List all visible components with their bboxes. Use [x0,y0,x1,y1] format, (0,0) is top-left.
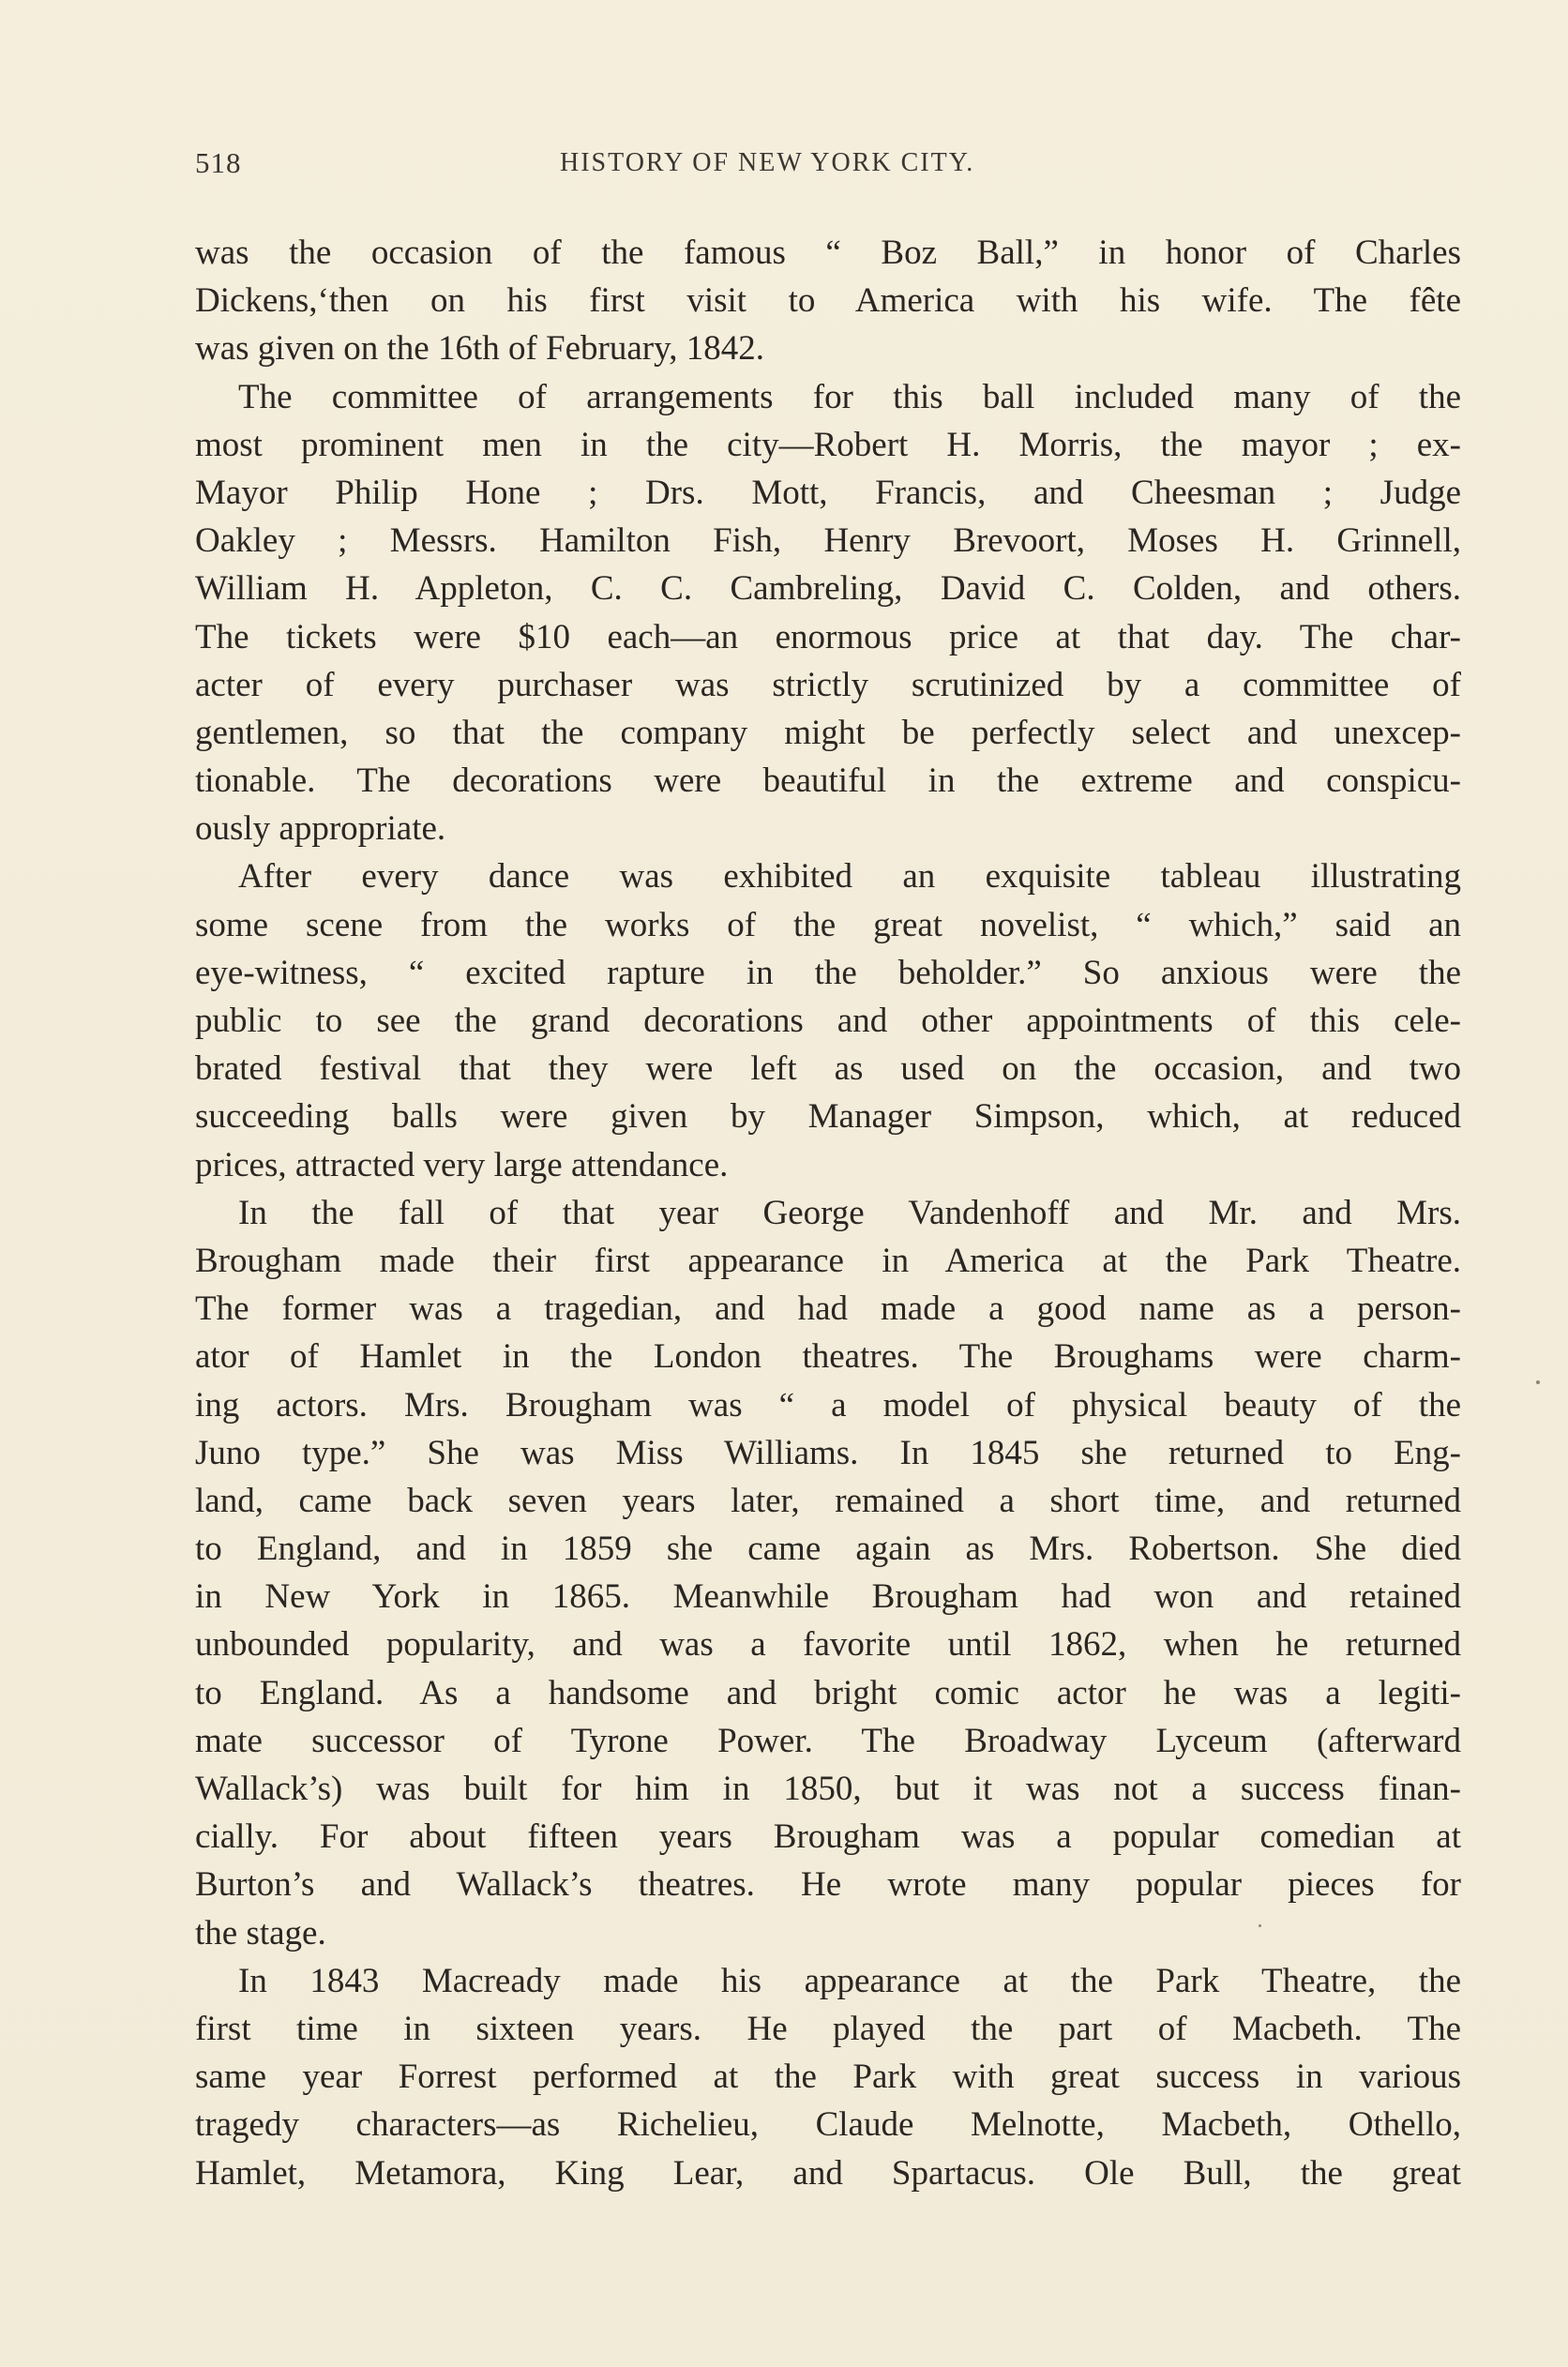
text-line: The committee of arrangements for this ball included many of the [238,377,1461,416]
text-line: land, came back seven years later, remained a short time, and returned [195,1481,1461,1520]
text-line: some scene from the works of the great novelist, “ which,” said an [195,905,1461,944]
text-line: Oakley ; Messrs. Hamilton Fish, Henry Brevoort, Moses H. Grinnell, [195,521,1461,561]
running-head: HISTORY OF NEW YORK CITY. [560,148,975,177]
text-line: Wallack’s) was built for him in 1850, but it was not a success finan- [195,1770,1461,1808]
text-line: to England, and in 1859 she came again as Mrs. Robertson. She died [195,1530,1461,1569]
text-line: The tickets were $10 each—an enormous price at that day. The char- [195,617,1461,656]
text-line: was given on the 16th of February, 1842. [195,329,764,369]
text-line: in New York in 1865. Meanwhile Brougham had won and retained [195,1577,1461,1617]
text-line: unbounded popularity, and was a favorite until 1862, when he returned [195,1625,1461,1665]
page-header [195,146,1461,193]
text-line: In 1843 Macready made his appearance at the Park Theatre, the [238,1961,1461,2000]
text-line: Brougham made their first appearance in America at the Park Theatre. [195,1241,1461,1280]
text-line: Burton’s and Wallack’s theatres. He wrote many popular pieces for [195,1865,1461,1905]
text-line: Hamlet, Metamora, King Lear, and Spartacus. Ole Bull, the great [195,2153,1461,2193]
text-line: public to see the grand decorations and other appointments of this cele- [195,1002,1461,1040]
text-line: prices, attracted very large attendance. [195,1145,729,1184]
text-line: William H. Appleton, C. C. Cambreling, David C. Colden, and others. [195,569,1461,609]
text-line: tragedy characters—as Richelieu, Claude Melnotte, Macbeth, Othello, [195,2105,1461,2145]
text-line: The former was a tragedian, and had made a good name as a person- [195,1289,1461,1329]
text-line: After every dance was exhibited an exquisite tableau illustrating [238,857,1461,897]
text-line: Juno type.” She was Miss Williams. In 1845 she returned to Eng- [195,1433,1461,1472]
text-line: mate successor of Tyrone Power. The Broadway Lyceum (afterward [195,1721,1461,1760]
text-line: Dickens,‘then on his first visit to America with his wife. The fête [195,281,1461,321]
text-line: tionable. The decorations were beautiful in the extreme and conspicu- [195,761,1461,801]
text-line: eye-witness, “ excited rapture in the beholder.” So anxious were the [195,953,1461,992]
text-line: acter of every purchaser was strictly scrutinized by a committee of [195,665,1461,704]
text-line: ously appropriate. [195,809,446,849]
text-line: ing actors. Mrs. Brougham was “ a model of physical beauty of the [195,1385,1461,1425]
text-line: brated festival that they were left as used on the occasion, and two [195,1049,1461,1089]
text-line: most prominent men in the city—Robert H. Morris, the mayor ; ex- [195,425,1461,464]
text-line: same year Forrest performed at the Park with great success in various [195,2058,1461,2097]
text-line: ator of Hamlet in the London theatres. The Broughams were charm- [195,1337,1461,1377]
text-line: the stage. [195,1913,326,1952]
text-line: In the fall of that year George Vandenhoff and Mr. and Mrs. [238,1193,1461,1232]
paper-speck [1259,1924,1261,1927]
text-line: gentlemen, so that the company might be perfectly select and unexcep- [195,713,1461,752]
text-line: cially. For about fifteen years Brougham was a popular comedian at [195,1817,1461,1857]
page-number: 518 [195,146,242,179]
text-line: succeeding balls were given by Manager Simpson, which, at reduced [195,1097,1461,1137]
text-line: to England. As a handsome and bright comic actor he was a legiti- [195,1673,1461,1712]
text-line: was the occasion of the famous “ Boz Ball,” in honor of Charles [195,234,1461,272]
paper-speck [1536,1380,1540,1384]
text-line: first time in sixteen years. He played the part of Macbeth. The [195,2009,1461,2048]
text-line: Mayor Philip Hone ; Drs. Mott, Francis, and Cheesman ; Judge [195,473,1461,512]
body-text [195,229,1461,2197]
